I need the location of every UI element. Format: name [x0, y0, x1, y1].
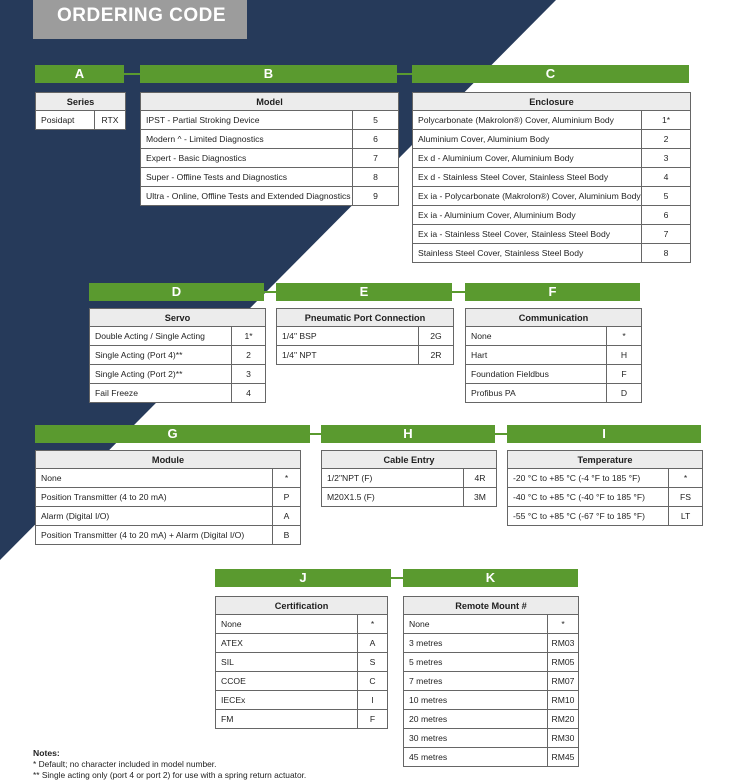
table-row [404, 729, 579, 748]
remote-mount-code: * [548, 615, 579, 634]
communication-code: F [607, 365, 642, 384]
enclosure-option: Ex d - Stainless Steel Cover, Stainless Steel Body [413, 168, 642, 187]
module-option: Position Transmitter (4 to 20 mA) + Alarm (Digital I/O) [36, 526, 273, 545]
connector-h-i [495, 433, 507, 435]
table-row [141, 168, 399, 187]
section-g-header: G [35, 425, 310, 443]
table-row [413, 130, 691, 149]
table-row [404, 653, 579, 672]
series-heading: Series [36, 93, 126, 111]
communication-option: Hart [466, 346, 607, 365]
model-option: Modern ^ - Limited Diagnostics [141, 130, 353, 149]
table-row [404, 710, 579, 729]
table-row [90, 346, 266, 365]
module-option: Alarm (Digital I/O) [36, 507, 273, 526]
remote-mount-code: RM05 [548, 653, 579, 672]
table-row [277, 327, 454, 346]
servo-table [89, 308, 266, 403]
table-row [404, 634, 579, 653]
table-row [466, 384, 642, 403]
table-row [413, 206, 691, 225]
table-row [90, 365, 266, 384]
table-row [413, 149, 691, 168]
table-row [413, 187, 691, 206]
table-row [90, 327, 266, 346]
enclosure-heading: Enclosure [413, 93, 691, 111]
temperature-option: -55 °C to +85 °C (-67 °F to 185 °F) [508, 507, 669, 526]
model-option: Ultra - Online, Offline Tests and Extended Diagnostics [141, 187, 353, 206]
servo-heading: Servo [90, 309, 266, 327]
servo-code: 1* [232, 327, 266, 346]
section-e-header: E [276, 283, 452, 301]
section-d-header: D [89, 283, 264, 301]
remote-mount-option: 10 metres [404, 691, 548, 710]
remote-mount-option: 5 metres [404, 653, 548, 672]
cable-entry-option: M20X1.5 (F) [322, 488, 464, 507]
remote-mount-option: 3 metres [404, 634, 548, 653]
table-row [413, 168, 691, 187]
cable-entry-heading: Cable Entry [322, 451, 497, 469]
enclosure-option: Polycarbonate (Makrolon®) Cover, Aluminium Body [413, 111, 642, 130]
model-code: 7 [353, 149, 399, 168]
module-code: P [273, 488, 301, 507]
table-row [36, 469, 301, 488]
model-option: Expert - Basic Diagnostics [141, 149, 353, 168]
temperature-code: * [669, 469, 703, 488]
section-f-header: F [465, 283, 640, 301]
section-b-header: B [140, 65, 397, 83]
model-code: 8 [353, 168, 399, 187]
series-code: RTX [95, 111, 126, 130]
section-h-header: H [321, 425, 495, 443]
temperature-table [507, 450, 703, 526]
certification-option: SIL [216, 653, 358, 672]
pneumatic-port-code: 2R [419, 346, 454, 365]
table-row [216, 691, 388, 710]
table-row [413, 111, 691, 130]
section-a-header: A [35, 65, 124, 83]
connector-g-h [310, 433, 321, 435]
table-row [404, 748, 579, 767]
temperature-option: -40 °C to +85 °C (-40 °F to 185 °F) [508, 488, 669, 507]
servo-code: 3 [232, 365, 266, 384]
note-line: * Default; no character included in model number. [33, 759, 217, 769]
table-row [413, 244, 691, 263]
table-row [36, 507, 301, 526]
servo-option: Double Acting / Single Acting [90, 327, 232, 346]
communication-table [465, 308, 642, 403]
cable-entry-option: 1/2"NPT (F) [322, 469, 464, 488]
section-i-header: I [507, 425, 701, 443]
table-row [404, 615, 579, 634]
remote-mount-option: 20 metres [404, 710, 548, 729]
table-row [141, 111, 399, 130]
enclosure-code: 8 [642, 244, 691, 263]
remote-mount-option: 7 metres [404, 672, 548, 691]
enclosure-code: 3 [642, 149, 691, 168]
communication-heading: Communication [466, 309, 642, 327]
remote-mount-option: 30 metres [404, 729, 548, 748]
module-code: B [273, 526, 301, 545]
certification-code: I [358, 691, 388, 710]
connector-b-c [397, 73, 412, 75]
notes-heading: Notes: [33, 748, 60, 758]
certification-code: F [358, 710, 388, 729]
table-row [36, 111, 126, 130]
communication-code: H [607, 346, 642, 365]
pneumatic-port-option: 1/4" BSP [277, 327, 419, 346]
remote-mount-heading: Remote Mount # [404, 597, 579, 615]
section-c-header: C [412, 65, 689, 83]
cable-entry-code: 4R [464, 469, 497, 488]
table-row [404, 691, 579, 710]
servo-option: Fail Freeze [90, 384, 232, 403]
temperature-option: -20 °C to +85 °C (-4 °F to 185 °F) [508, 469, 669, 488]
connector-j-k [391, 577, 403, 579]
table-row [466, 365, 642, 384]
enclosure-option: Ex ia - Aluminium Cover, Aluminium Body [413, 206, 642, 225]
series-name: Posidapt [36, 111, 95, 130]
model-table [140, 92, 399, 206]
table-row [36, 488, 301, 507]
table-row [216, 710, 388, 729]
servo-code: 4 [232, 384, 266, 403]
model-option: Super - Offline Tests and Diagnostics [141, 168, 353, 187]
certification-table [215, 596, 388, 729]
certification-code: S [358, 653, 388, 672]
connector-d-e [264, 291, 276, 293]
model-code: 6 [353, 130, 399, 149]
table-row [413, 225, 691, 244]
temperature-heading: Temperature [508, 451, 703, 469]
communication-option: Foundation Fieldbus [466, 365, 607, 384]
pneumatic-port-table [276, 308, 454, 365]
certification-option: CCOE [216, 672, 358, 691]
section-k-header: K [403, 569, 578, 587]
table-row [322, 488, 497, 507]
certification-option: IECEx [216, 691, 358, 710]
enclosure-option: Aluminium Cover, Aluminium Body [413, 130, 642, 149]
enclosure-option: Ex d - Aluminium Cover, Aluminium Body [413, 149, 642, 168]
table-row [216, 653, 388, 672]
remote-mount-option: None [404, 615, 548, 634]
servo-option: Single Acting (Port 4)** [90, 346, 232, 365]
note-line: ** Single acting only (port 4 or port 2) for use with a spring return actuator. [33, 770, 307, 780]
cable-entry-table [321, 450, 497, 507]
connector-e-f [452, 291, 465, 293]
module-option: None [36, 469, 273, 488]
module-table [35, 450, 301, 545]
enclosure-code: 1* [642, 111, 691, 130]
table-row [466, 346, 642, 365]
table-row [404, 672, 579, 691]
certification-code: A [358, 634, 388, 653]
pneumatic-port-heading: Pneumatic Port Connection [277, 309, 454, 327]
table-row [216, 634, 388, 653]
remote-mount-code: RM07 [548, 672, 579, 691]
servo-code: 2 [232, 346, 266, 365]
module-option: Position Transmitter (4 to 20 mA) [36, 488, 273, 507]
table-row [90, 384, 266, 403]
remote-mount-table [403, 596, 579, 767]
section-j-header: J [215, 569, 391, 587]
table-row [141, 149, 399, 168]
notes [33, 748, 306, 781]
table-row [216, 615, 388, 634]
enclosure-code: 4 [642, 168, 691, 187]
enclosure-table [412, 92, 691, 263]
communication-code: * [607, 327, 642, 346]
enclosure-code: 7 [642, 225, 691, 244]
enclosure-option: Ex ia - Polycarbonate (Makrolon®) Cover, Aluminium Body [413, 187, 642, 206]
table-row [216, 672, 388, 691]
enclosure-code: 2 [642, 130, 691, 149]
remote-mount-code: RM10 [548, 691, 579, 710]
table-row [322, 469, 497, 488]
model-code: 9 [353, 187, 399, 206]
remote-mount-code: RM03 [548, 634, 579, 653]
table-row [141, 130, 399, 149]
enclosure-option: Stainless Steel Cover, Stainless Steel Body [413, 244, 642, 263]
certification-code: C [358, 672, 388, 691]
remote-mount-code: RM45 [548, 748, 579, 767]
table-row [141, 187, 399, 206]
table-row [508, 488, 703, 507]
temperature-code: FS [669, 488, 703, 507]
certification-option: None [216, 615, 358, 634]
certification-option: ATEX [216, 634, 358, 653]
pneumatic-port-option: 1/4" NPT [277, 346, 419, 365]
table-row [508, 507, 703, 526]
table-row [36, 526, 301, 545]
module-code: * [273, 469, 301, 488]
communication-option: Profibus PA [466, 384, 607, 403]
table-row [466, 327, 642, 346]
certification-code: * [358, 615, 388, 634]
cable-entry-code: 3M [464, 488, 497, 507]
model-heading: Model [141, 93, 399, 111]
certification-heading: Certification [216, 597, 388, 615]
page-title: ORDERING CODE [33, 0, 247, 39]
enclosure-code: 5 [642, 187, 691, 206]
table-row [277, 346, 454, 365]
communication-option: None [466, 327, 607, 346]
enclosure-code: 6 [642, 206, 691, 225]
table-row [508, 469, 703, 488]
pneumatic-port-code: 2G [419, 327, 454, 346]
series-table [35, 92, 126, 130]
module-heading: Module [36, 451, 301, 469]
model-option: IPST - Partial Stroking Device [141, 111, 353, 130]
enclosure-option: Ex ia - Stainless Steel Cover, Stainless Steel Body [413, 225, 642, 244]
temperature-code: LT [669, 507, 703, 526]
model-code: 5 [353, 111, 399, 130]
connector-a-b [124, 73, 140, 75]
remote-mount-code: RM20 [548, 710, 579, 729]
communication-code: D [607, 384, 642, 403]
remote-mount-code: RM30 [548, 729, 579, 748]
module-code: A [273, 507, 301, 526]
servo-option: Single Acting (Port 2)** [90, 365, 232, 384]
remote-mount-option: 45 metres [404, 748, 548, 767]
certification-option: FM [216, 710, 358, 729]
